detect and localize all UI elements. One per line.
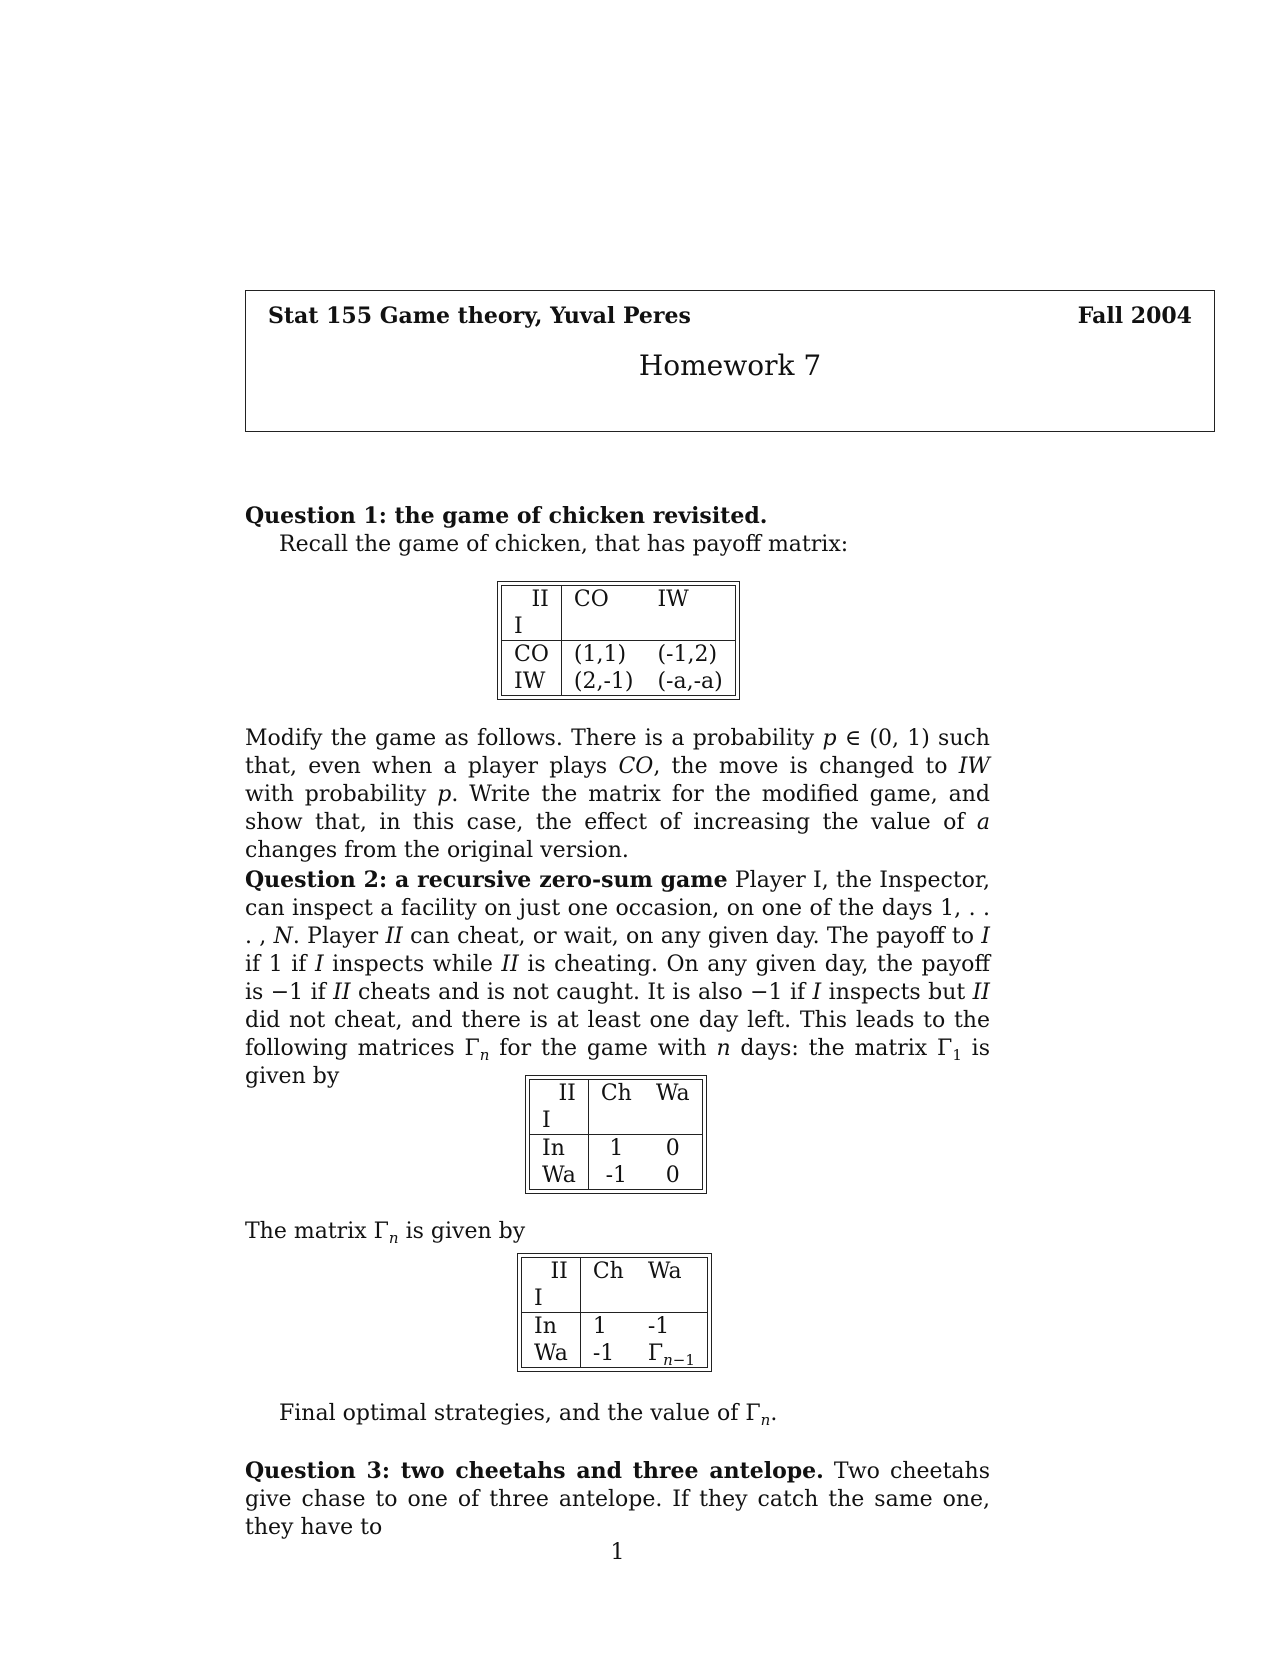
- matrix-cell: 1: [609, 1136, 624, 1161]
- column-header: Wa: [644, 1080, 702, 1135]
- matrix-cell: $\Gamma_{n-1}$: [647, 1341, 695, 1369]
- header-box: [245, 290, 1215, 432]
- question-1-body: Modify the game as follows. There is a probability p ∈ (0, 1) such that, even when a player plays CO, the move is changed to IW with probability p. Write the matrix for the modified game, and show that, in this case, the effect of increasing the value of a changes from the original version.: [245, 726, 990, 863]
- matrix-cell: -1: [592, 1341, 615, 1366]
- matrix-cell: (-1,2): [657, 642, 718, 667]
- column-header: Ch: [588, 1080, 644, 1135]
- question-2: Question 2: a recursive zero-sum game Player I, the Inspector, can inspect a facility on just one occasion, on one of the days 1, . . . , N. Player II can cheat, or wait, on any given day. The payoff to I if 1 if I inspects while II is cheating. On any given day, the payoff is −1 if II cheats and is not caught. It is also −1 if I inspects but II did not cheat, and there is at least one day left. This leads to the following matrices $\Gamma_n$ for the game with n days: the matrix $\Gamma_1$ is given by: [245, 867, 991, 1089]
- matrix-corner: II I: [530, 1080, 589, 1135]
- row-header: In: [530, 1135, 589, 1163]
- matrix-gamma-1: [529, 1079, 703, 1190]
- column-header: Ch: [580, 1258, 636, 1313]
- matrix-corner: II I: [502, 586, 562, 641]
- question-1: [245, 502, 990, 559]
- row-header: Wa: [522, 1340, 581, 1368]
- column-header: CO: [561, 586, 645, 641]
- page-number: 1: [610, 1540, 625, 1565]
- term: Fall 2004: [1077, 303, 1192, 329]
- matrix-cell: (2,-1): [573, 669, 634, 694]
- course-title: Stat 155 Game theory, Yuval Peres: [268, 303, 691, 329]
- column-header: Wa: [636, 1258, 708, 1313]
- payoff-matrix-chicken: [501, 585, 736, 696]
- row-header: CO: [502, 641, 562, 669]
- matrix-cell: (1,1): [573, 642, 627, 667]
- question-1-intro: Recall the game of chicken, that has payoff matrix:: [279, 532, 849, 557]
- matrix-cell: 1: [592, 1314, 607, 1339]
- question-3-heading: Question 3: two cheetahs and three antelope.: [245, 1458, 824, 1484]
- matrix-cell: -1: [605, 1163, 628, 1188]
- matrix-corner: II I: [522, 1258, 581, 1313]
- homework-title: Homework 7: [638, 349, 822, 382]
- row-header: In: [522, 1313, 581, 1341]
- question-2-heading: Question 2: a recursive zero-sum game: [245, 867, 728, 893]
- gamma-n-intro: The matrix $\Gamma_n$ is given by: [245, 1219, 526, 1247]
- matrix-cell: (-a,-a): [657, 669, 723, 694]
- row-header: Wa: [530, 1162, 589, 1190]
- matrix-gamma-n: [521, 1257, 708, 1368]
- question-1-heading: Question 1: the game of chicken revisited.: [245, 503, 768, 529]
- column-header: IW: [645, 586, 735, 641]
- question-2-closing: Final optimal strategies, and the value of $\Gamma_n$.: [279, 1401, 778, 1429]
- matrix-cell: -1: [647, 1314, 670, 1339]
- matrix-cell: 0: [665, 1136, 680, 1161]
- question-3: Question 3: two cheetahs and three antelope. Two cheetahs give chase to one of three antelope. If they catch the same one, they have to: [245, 1458, 990, 1540]
- row-header: IW: [502, 668, 562, 696]
- matrix-cell: 0: [665, 1163, 680, 1188]
